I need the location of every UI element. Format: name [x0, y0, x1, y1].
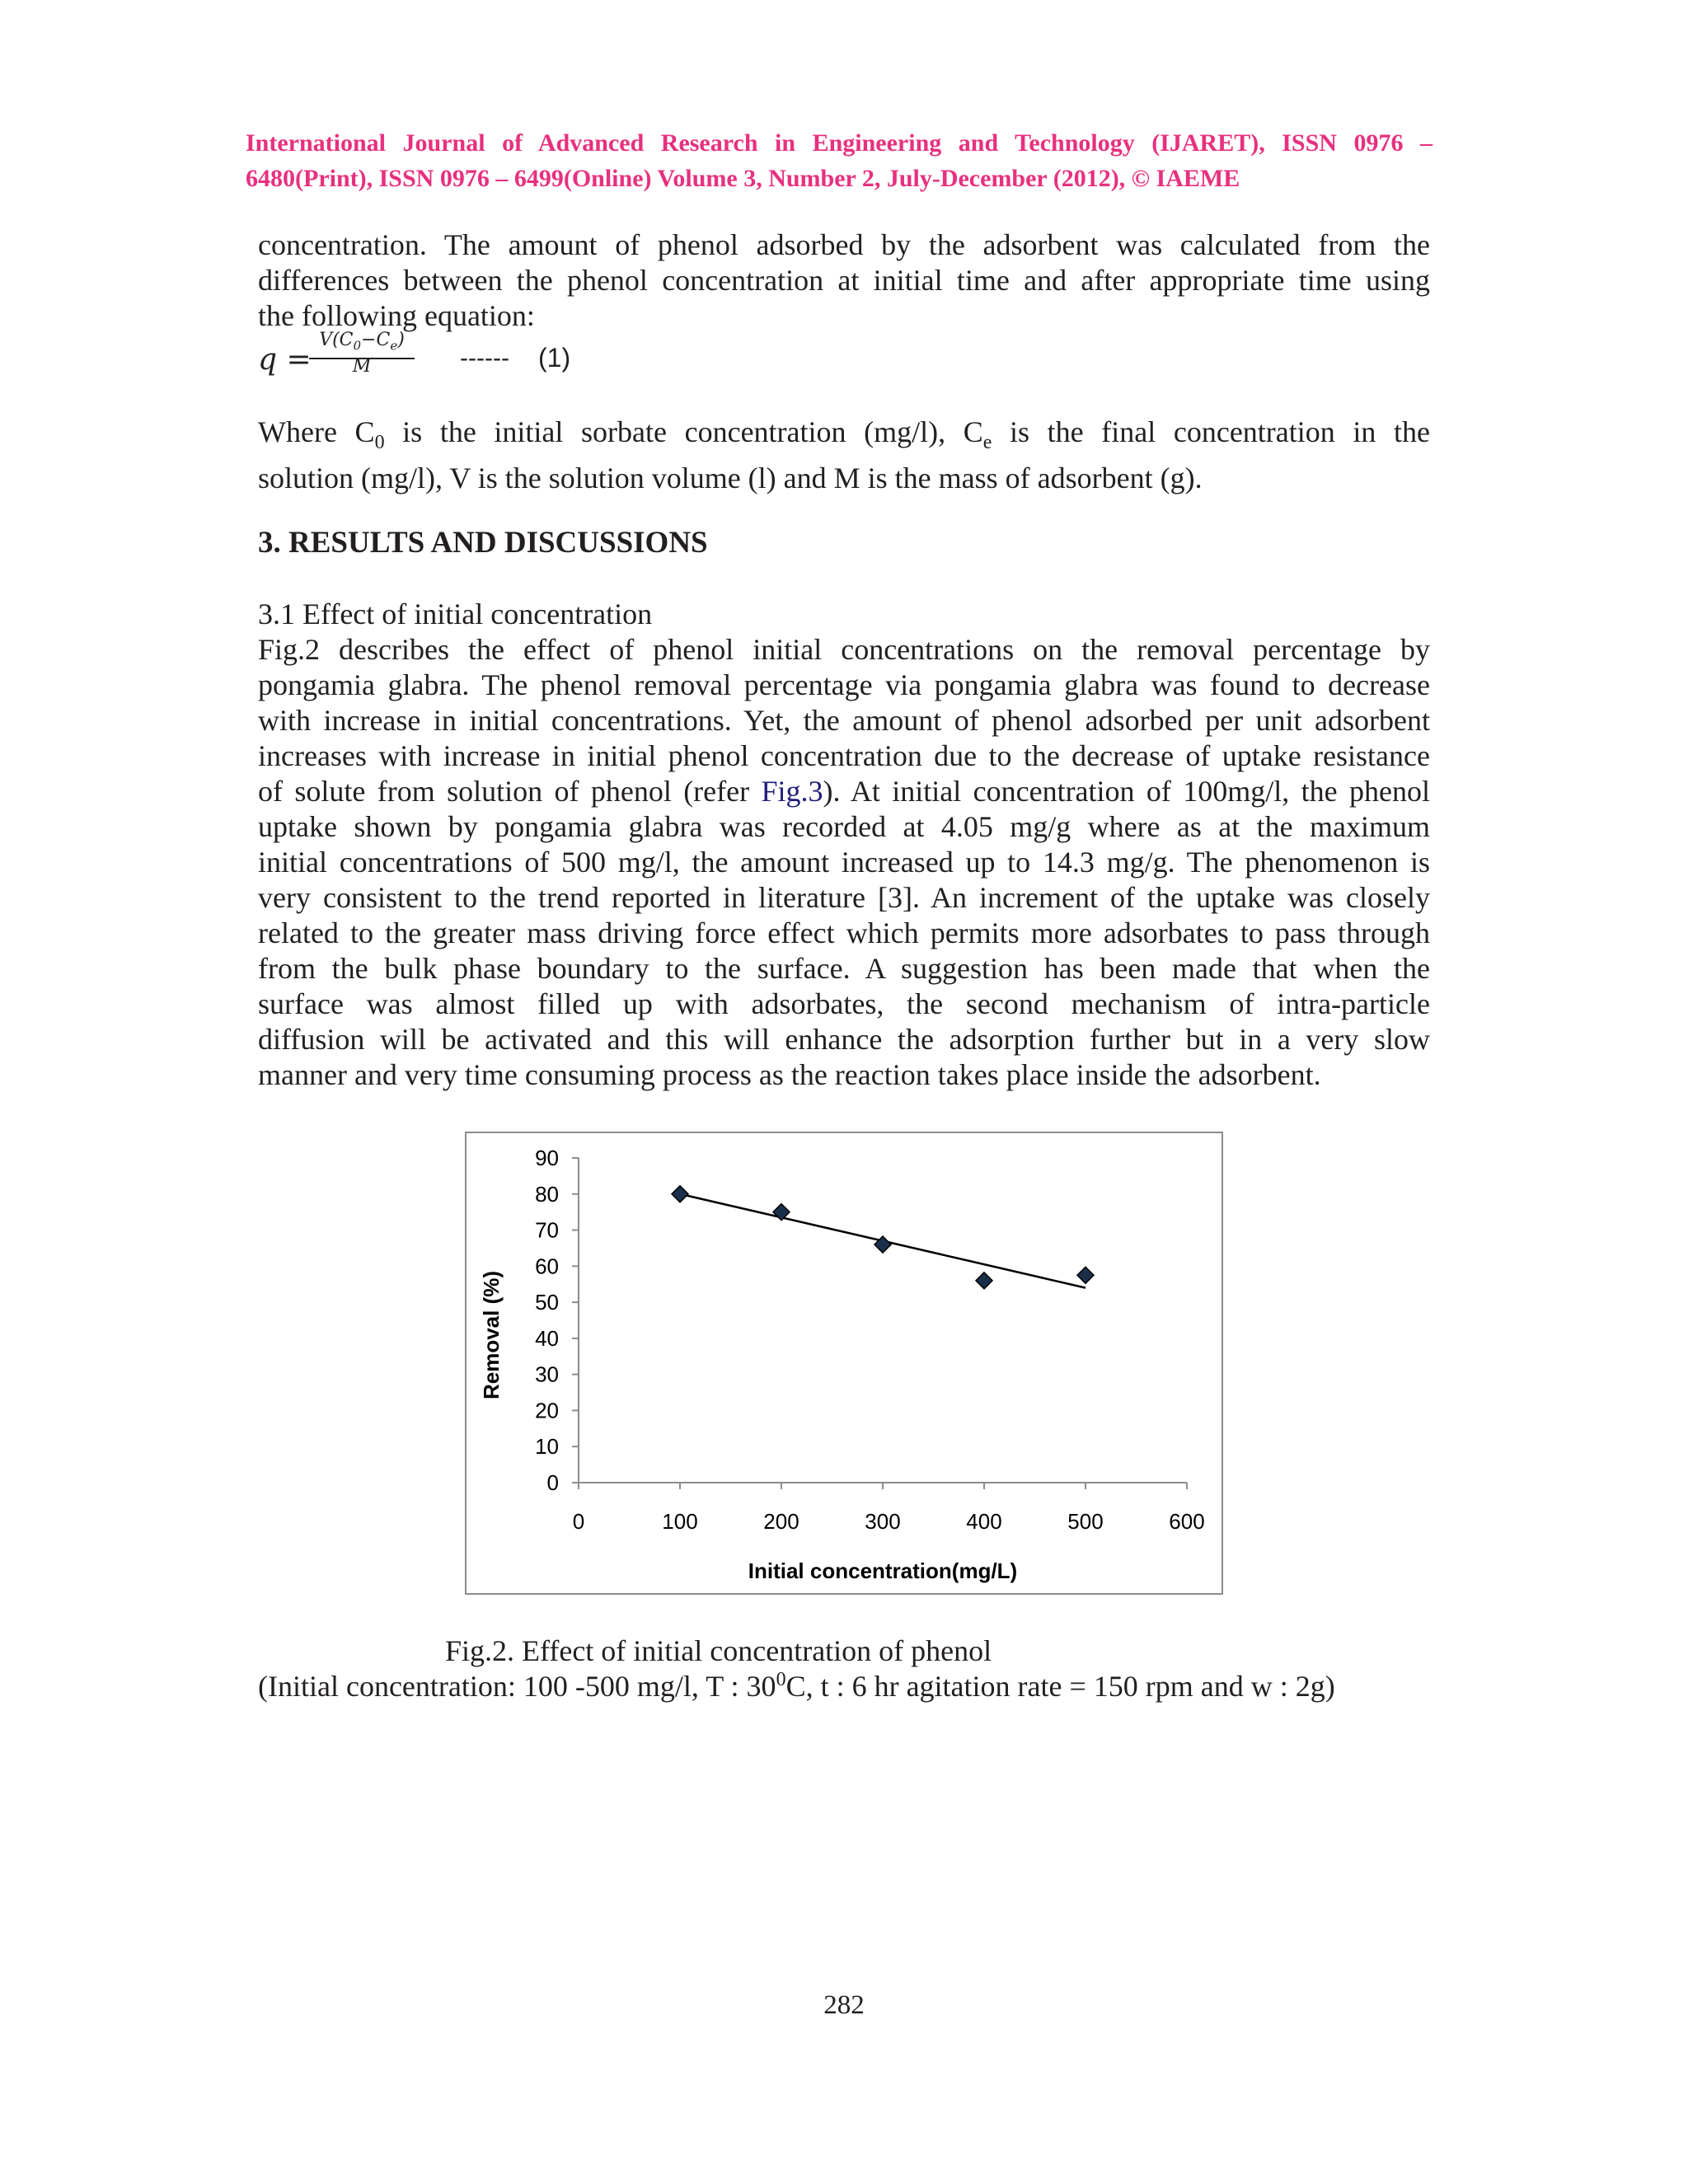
chart-frame [465, 1132, 1223, 1595]
paragraph-line: Where $C_0$ is the initial sorbate concentration (mg/l), $C_e$ is the final concentration in the [258, 415, 1431, 454]
data-point [1077, 1267, 1094, 1283]
paragraph-line: initial concentrations of 500 mg/l, the amount increased up to 14.3 mg/g. The phenomenon is [258, 846, 1430, 879]
paragraph-line: surface was almost filled up with adsorbates, the second mechanism of intra-particle [258, 987, 1430, 1020]
x-axis-label: Initial concentration(mg/L) [748, 1558, 1018, 1583]
paragraph-line: manner and very time consuming process as the reaction takes place inside the adsorbent. [258, 1058, 1321, 1091]
data-point [672, 1186, 688, 1202]
x-tick-label: 400 [966, 1509, 1002, 1534]
journal-header [246, 125, 1432, 196]
journal-header-line1: International Journal of Advanced Research in Engineering and Technology (IJARET), ISSN 0976 – [246, 129, 1432, 157]
equation-1 [258, 328, 917, 394]
figure-caption: Fig.2. Effect of initial concentration of phenol [445, 1634, 992, 1667]
x-tick-label: 500 [1067, 1509, 1104, 1534]
y-axis-label: Removal (%) [479, 1270, 504, 1400]
paragraph-results [258, 632, 1430, 1093]
x-tick-label: 300 [865, 1509, 901, 1534]
paragraph-line: of solute from solution of phenol (refer Fig.3). At initial concentration of 100mg/l, the phenol [258, 775, 1430, 808]
y-tick-label: 10 [535, 1434, 559, 1460]
journal-header-line2: 6480(Print), ISSN 0976 – 6499(Online) Volume 3, Number 2, July-December (2012), © IAEME [246, 165, 1240, 192]
paragraph-line: with increase in initial concentrations. Yet, the amount of phenol adsorbed per unit adsorbent [258, 704, 1430, 737]
paragraph-line: pongamia glabra. The phenol removal percentage via pongamia glabra was found to decrease [258, 668, 1430, 701]
paragraph-line: concentration. The amount of phenol adsorbed by the adsorbent was calculated from the [258, 228, 1430, 261]
x-tick-label: 600 [1169, 1509, 1205, 1534]
paragraph-method [258, 227, 1430, 334]
y-tick-label: 90 [535, 1146, 559, 1170]
paragraph-line: the following equation: [258, 299, 535, 332]
paragraph-line: from the bulk phase boundary to the surface. A suggestion has been made that when the [258, 952, 1430, 985]
paragraph-line: differences between the phenol concentration at initial time and after appropriate time using [258, 264, 1430, 297]
figure-caption-conditions: (Initial concentration: 100 -500 mg/l, T : $30^0C$, t : 6 hr agitation rate = 150 rpm and w : 2g) [258, 1669, 1335, 1703]
fig3-link[interactable]: Fig.3 [761, 775, 823, 808]
paragraph-line: solution (mg/l), V is the solution volume (l) and M is the mass of adsorbent (g). [258, 462, 1203, 495]
y-tick-label: 0 [546, 1470, 559, 1495]
equation-lhs: q = [258, 343, 312, 377]
paragraph-line: very consistent to the trend reported in literature [3]. An increment of the uptake was closely [258, 881, 1430, 914]
y-tick-label: 30 [535, 1361, 559, 1387]
y-tick-label: 20 [535, 1398, 559, 1423]
removal-chart [467, 1133, 1221, 1593]
equation-dashes: ------ [460, 344, 509, 372]
subsection-heading: 3.1 Effect of initial concentration [258, 598, 653, 630]
paragraph-line: diffusion will be activated and this will enhance the adsorption further but in a very slow [258, 1023, 1430, 1056]
y-tick-label: 40 [535, 1325, 559, 1351]
equation-number: (1) [538, 343, 571, 373]
data-point [976, 1272, 992, 1289]
equation-denominator: M [352, 356, 372, 377]
y-tick-label: 80 [535, 1181, 559, 1207]
paragraph-line: related to the greater mass driving force effect which permits more adsorbates to pass through [258, 916, 1430, 949]
paragraph-line: Fig.2 describes the effect of phenol initial concentrations on the removal percentage by [258, 633, 1430, 666]
section-heading: 3. RESULTS AND DISCUSSIONS [258, 526, 708, 560]
x-tick-label: 100 [662, 1509, 698, 1534]
page-number: 282 [823, 1990, 865, 2020]
paragraph-variables [258, 415, 1430, 496]
x-tick-label: 200 [763, 1509, 799, 1534]
y-tick-label: 60 [535, 1254, 559, 1279]
paragraph-line: uptake shown by pongamia glabra was recorded at 4.05 mg/g where as at the maximum [258, 810, 1430, 843]
y-tick-label: 50 [535, 1290, 559, 1315]
y-tick-label: 70 [535, 1217, 559, 1243]
equation-numerator: $V(C_0-C_e)$ [309, 328, 415, 359]
x-tick-label: 0 [572, 1509, 585, 1534]
paragraph-line: increases with increase in initial phenol concentration due to the decrease of uptake resistance [258, 739, 1430, 772]
